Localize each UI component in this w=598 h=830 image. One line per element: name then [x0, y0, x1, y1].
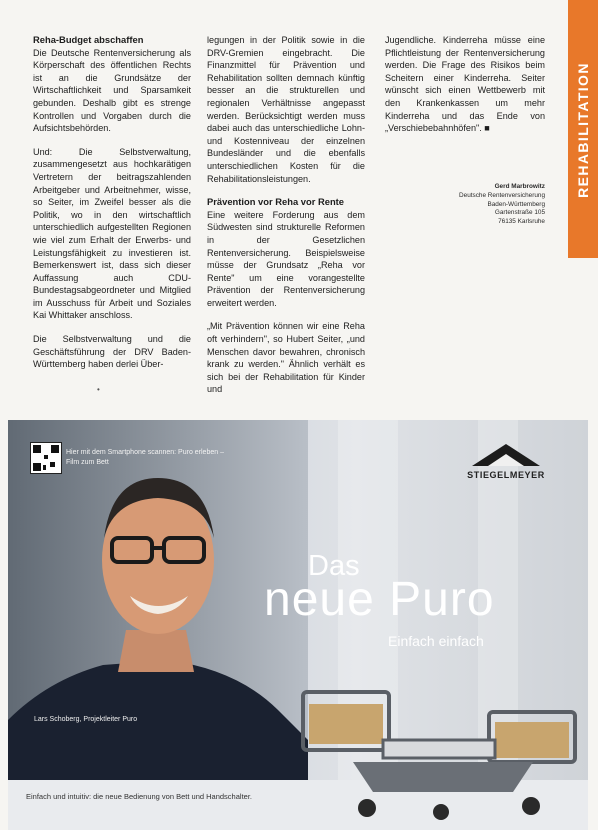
author-name: Gerd Marbrowitz [494, 183, 545, 190]
col1-paragraph: Die Deutsche Rentenversicherung als Körperschaft des öffentlichen Rechts ist an die Grundsätze der Wirtschaftlichkeit und Sparsamkeit gebunden. Deshalb gibt es strenge Kontrollen und Vorgaben durch die Aufsichtsbehörden. [33, 47, 191, 134]
photo-caption: Lars Schoberg, Projektleiter Puro [34, 716, 138, 723]
decorative-dot: • [97, 385, 100, 394]
ad-footer-text: Einfach und intuitiv: die neue Bedienung von Bett und Handschalter. [26, 792, 252, 801]
stiegelmeyer-logo [464, 442, 548, 480]
article-column-1 [33, 34, 191, 382]
author-street: Gartenstraße 105 [494, 209, 545, 217]
author-region: Baden-Württemberg [487, 200, 545, 208]
section-tab [568, 0, 598, 258]
author-org: Deutsche Rentenversicherung [459, 191, 545, 199]
article-column-2 [207, 34, 365, 407]
author-signature [385, 183, 545, 227]
ad-headline-small: Das [308, 550, 360, 582]
col3-paragraph: Jugendliche. Kinderreha müsse eine Pflichtleistung der Rentenversicherung werden. Die Frage des Risikos beim Scheitern einer Kinderreha. Seiter wünscht sich einen Wettbewerb mit den Krankenkassen um mehr Kinderreha und das Ende von „Verschiebebahnhöfen". ■ [385, 35, 545, 134]
col2-paragraph: Eine weitere Forderung aus dem Südwesten sind strukturelle Reformen in der Gesetzlichen Rentenversicherung. Beispielsweise müsse der Grundsatz „Reha vor Rente" um eine vorangestellte Prävention der Rentenversicherung erweitert werden. [207, 209, 365, 308]
col1-paragraph: Die Selbstverwaltung und die Geschäftsführung der DRV Baden-Württemberg haben derlei Über- [33, 334, 191, 370]
ad-tagline: Einfach einfach [388, 633, 484, 649]
ad-headline-big: neue Puro [264, 573, 495, 626]
man-portrait [8, 420, 308, 780]
col2-paragraph: legungen in der Politik sowie in die DRV-Gremien eingebracht. Die Finanzmittel für Prävention und Rehabilitation sollten demnach künftig besser an die strukturellen und regionalen Verhältnisse angepasst werden. Berücksichtigt werden muss dabei auch das unterschiedliche Lohn- und Kostenniveau der einzelnen Bundesländer und die ebenfalls unterschiedlichen Kosten für die Rehabilitationsleistungen. [207, 35, 365, 184]
section-tab-label: REHABILITATION [575, 62, 591, 198]
advertisement [8, 420, 588, 830]
qr-code[interactable] [30, 442, 62, 474]
col2-paragraph: „Mit Prävention können wir eine Reha oft verhindern", so Hubert Seiter, „und Menschen davor bewahren, chronisch krank zu werden." Ähnlich verhält es sich bei der Rehabilitation für Kinder und [207, 321, 365, 395]
article-column-3 [385, 34, 545, 146]
care-bed-illustration [293, 682, 583, 822]
author-city: 76135 Karlsruhe [498, 218, 545, 226]
brand-triangle-icon [470, 442, 542, 468]
heading-praevention: Prävention vor Reha vor Rente [207, 196, 345, 208]
heading-reha-budget: Reha-Budget abschaffen [33, 34, 144, 45]
brand-name: STIEGELMEYER [467, 470, 545, 480]
col1-paragraph: Und: Die Selbstverwaltung, zusammengesetzt aus hochkarätigen Vertretern der beitragszahlenden Arbeitgeber und Arbeitnehmer, wisse, so Seiter, im Zweifel besser als die Politik, wo in den wirtschaftlich unterschiedlich aufgestellten Regionen wie viel zum Erhalt der Erwerbs- und Leistungsfähigkeit zu investieren ist. Bemerkenswert ist, dass sich dieser Auffassung auch CDU-Bundestagsabgeordneter und Mitglied im Ausschuss für Arbeit und Soziales Kai Whittaker anschloss. [33, 146, 191, 321]
qr-instruction-text: Hier mit dem Smartphone scannen: Puro erleben – Film zum Bett [66, 449, 224, 466]
